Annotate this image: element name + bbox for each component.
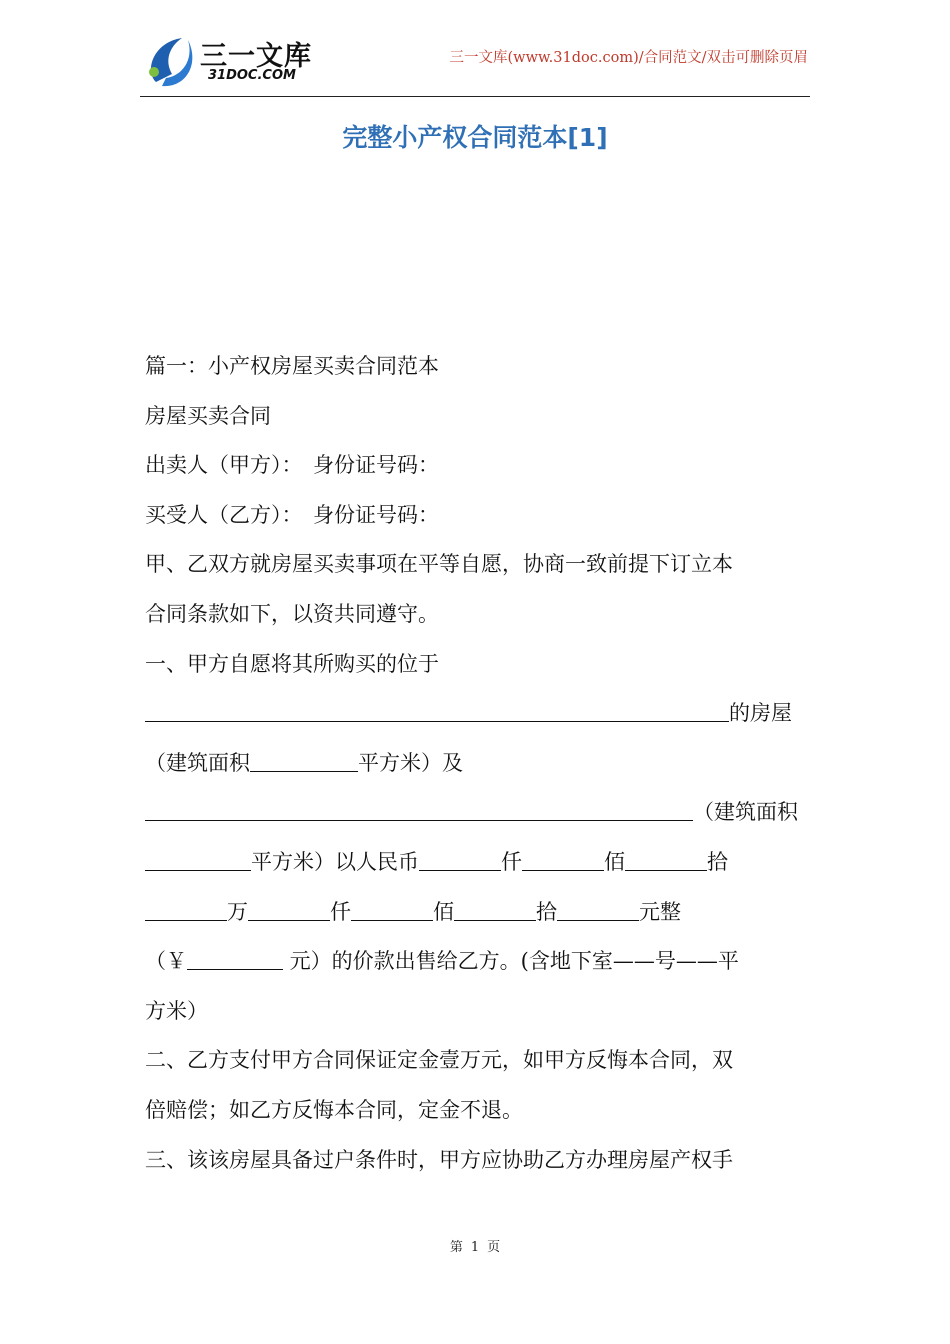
text-fragment: 元）的价款出售给乙方。(含地下室——号——平 [283, 949, 739, 974]
blank-amount[interactable] [351, 898, 433, 921]
clause-1-line-2 [145, 689, 810, 739]
blank-amount[interactable] [248, 898, 330, 921]
clause-2-line-1: 二、乙方支付甲方合同保证定金壹万元，如甲方反悔本合同，双 [145, 1048, 733, 1073]
text-fragment: 拾 [536, 899, 557, 924]
buyer-line: 买受人（乙方）： 身份证号码： [145, 502, 439, 527]
clause-1-line-8: 方米） [145, 998, 208, 1023]
blank-area-2[interactable] [145, 848, 251, 871]
clause-2-line-2: 倍赔偿；如乙方反悔本合同，定金不退。 [145, 1097, 523, 1122]
seller-line: 出卖人（甲方）： 身份证号码： [145, 453, 439, 478]
blank-location[interactable] [145, 699, 729, 722]
page-number: 1 [470, 1240, 480, 1255]
clause-1-line-5 [145, 838, 810, 888]
document-body [145, 342, 810, 1185]
text-fragment: （￥ [145, 949, 187, 974]
blank-amount[interactable] [625, 848, 707, 871]
header-link[interactable]: 三一文库(www.31doc.com)/合同范文/双击可删除页眉 [449, 50, 808, 66]
text-fragment: 拾 [707, 849, 728, 874]
clause-1-line-7 [145, 937, 810, 987]
text-fragment: 佰 [433, 899, 454, 924]
logo-subtext: 31DOC.COM [208, 68, 296, 83]
document-title: 完整小产权合同范本[1] [342, 123, 608, 152]
text-fragment: 的房屋 [729, 701, 792, 726]
logo-swirl-icon [142, 30, 202, 92]
logo-text: 三一文库 [200, 41, 312, 72]
text-fragment: 元整 [639, 899, 681, 924]
page-header [140, 28, 810, 98]
blank-location-2[interactable] [145, 798, 693, 821]
blank-area-1[interactable] [250, 749, 358, 772]
text-fragment: （建筑面积 [693, 800, 798, 825]
blank-price[interactable] [187, 947, 283, 970]
footer-suffix: 页 [487, 1240, 501, 1255]
header-divider [140, 96, 810, 97]
clause-1-line-4 [145, 788, 810, 838]
text-fragment: 万 [227, 899, 248, 924]
intro-line-1: 甲、乙双方就房屋买卖事项在平等自愿，协商一致前提下订立本 [145, 552, 733, 577]
text-fragment: （建筑面积 [145, 750, 250, 775]
text-fragment: 平方米）及 [358, 750, 463, 775]
blank-amount[interactable] [454, 898, 536, 921]
clause-3-line-1: 三、该该房屋具备过户条件时，甲方应协助乙方办理房屋产权手 [145, 1147, 733, 1172]
blank-amount[interactable] [419, 848, 501, 871]
blank-amount[interactable] [522, 848, 604, 871]
site-logo[interactable] [142, 30, 332, 92]
intro-line-2: 合同条款如下，以资共同遵守。 [145, 601, 439, 626]
text-fragment: 仟 [330, 899, 351, 924]
blank-amount[interactable] [145, 898, 227, 921]
blank-amount[interactable] [557, 898, 639, 921]
clause-1-line-3 [145, 739, 810, 789]
text-fragment: 仟 [501, 849, 522, 874]
text-fragment: 佰 [604, 849, 625, 874]
text-fragment: 平方米）以人民币 [251, 849, 419, 874]
contract-heading: 房屋买卖合同 [145, 403, 271, 428]
footer-prefix: 第 [449, 1240, 463, 1255]
clause-1-line-6 [145, 888, 810, 938]
clause-1-line-1: 一、甲方自愿将其所购买的位于 [145, 651, 439, 676]
section-heading: 篇一：小产权房屋买卖合同范本 [145, 354, 439, 378]
page-footer [0, 1236, 950, 1255]
